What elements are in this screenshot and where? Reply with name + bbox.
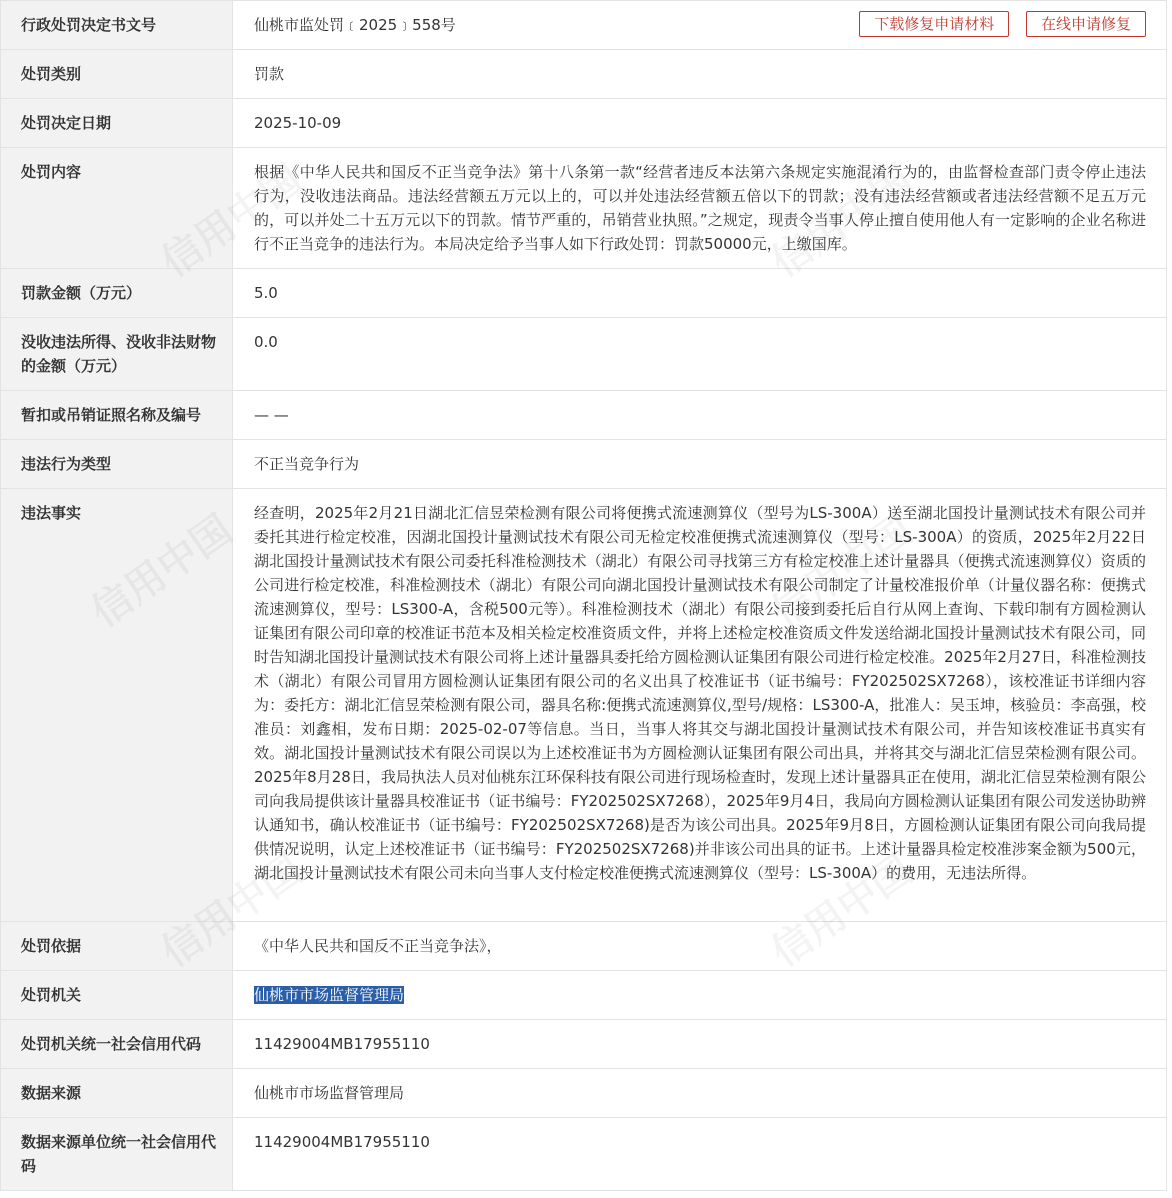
row-violation-facts <box>1 489 1167 922</box>
label-decision-date: 处罚决定日期 <box>1 99 233 148</box>
label-confiscated-amount: 没收违法所得、没收非法财物的金额（万元） <box>1 318 233 391</box>
row-confiscated-amount <box>1 318 1167 391</box>
label-penalty-basis: 处罚依据 <box>1 922 233 971</box>
label-authority: 处罚机关 <box>1 971 233 1020</box>
row-fine-amount <box>1 269 1167 318</box>
value-confiscated-amount: 0.0 <box>233 318 1167 391</box>
value-violation-facts: 经查明，2025年2月21日湖北汇信昱荣检测有限公司将便携式流速测算仪（型号为LS-300A）送至湖北国投计量测试技术有限公司并委托其进行检定校准，因湖北国投计量测试技术有限公司无检定校准便携式流速测算仪（型号：LS-300A）的资质，2025年2月22日湖北国投计量测试技术有限公司委托科准检测技术（湖北）有限公司寻找第三方有检定校准上述计量器具（便携式流速测算仪）资质的公司进行检定校准，科准检测技术（湖北）有限公司向湖北国投计量测试技术有限公司制定了计量校准报价单（计量仪器名称：便携式流速测算仪，型号：LS300-A，含税500元等）。科准检测技术（湖北）有限公司接到委托后自行从网上查询、下载印制有方圆检测认证集团有限公司印章的校准证书范本及相关检定校准资质文件，并将上述检定校准资质文件发送给湖北国投计量测试技术有限公司，同时告知湖北国投计量测试技术有限公司将上述计量器具委托给方圆检测认证集团有限公司进行检定校准。2025年2月27日，科准检测技术（湖北）有限公司冒用方圆检测认证集团有限公司的名义出具了校准证书（证书编号：FY202502SX7268），该校准证书详细内容为：委托方：湖北汇信昱荣检测有限公司，器具名称:便携式流速测算仪,型号/规格：LS300-A，批准人：吴玉坤，核验员：李高强，校准员：刘鑫相，发布日期：2025-02-07等信息。当日，当事人将其交与湖北国投计量测试技术有限公司，并告知该校准证书真实有效。湖北国投计量测试技术有限公司误以为上述校准证书为方圆检测认证集团有限公司出具，并将其交与湖北汇信昱荣检测有限公司。2025年8月28日，我局执法人员对仙桃东江环保科技有限公司进行现场检查时，发现上述计量器具正在使用，湖北汇信昱荣检测有限公司向我局提供该计量器具校准证书（证书编号：FY202502SX7268），2025年9月4日，我局向方圆检测认证集团有限公司发送协助辨认通知书，确认校准证书（证书编号：FY202502SX7268)是否为该公司出具。2025年9月8日，方圆检测认证集团有限公司向我局提供情况说明，认定上述校准证书（证书编号：FY202502SX7268)并非该公司出具的证书。上述计量器具检定校准涉案金额为500元，湖北国投计量测试技术有限公司未向当事人支付检定校准便携式流速测算仪（型号：LS-300A）的费用，无违法所得。 <box>233 489 1167 922</box>
label-penalty-content: 处罚内容 <box>1 148 233 269</box>
value-doc-number: 仙桃市监处罚﹝2025﹞558号 <box>254 16 456 34</box>
row-penalty-content <box>1 148 1167 269</box>
value-authority-cell <box>233 971 1167 1020</box>
row-data-source <box>1 1069 1167 1118</box>
value-authority[interactable]: 仙桃市市场监督管理局 <box>254 986 405 1004</box>
row-license <box>1 391 1167 440</box>
value-fine-amount: 5.0 <box>233 269 1167 318</box>
value-license: — — <box>233 391 1167 440</box>
value-penalty-type: 罚款 <box>233 50 1167 99</box>
value-data-source: 仙桃市市场监督管理局 <box>233 1069 1167 1118</box>
value-authority-code: 11429004MB17955110 <box>233 1020 1167 1069</box>
label-violation-type: 违法行为类型 <box>1 440 233 489</box>
value-doc-number-cell <box>233 1 1167 50</box>
online-repair-button[interactable]: 在线申请修复 <box>1026 11 1146 37</box>
row-authority <box>1 971 1167 1020</box>
row-authority-code <box>1 1020 1167 1069</box>
row-penalty-basis <box>1 922 1167 971</box>
label-license: 暂扣或吊销证照名称及编号 <box>1 391 233 440</box>
row-doc-number <box>1 1 1167 50</box>
download-repair-materials-button[interactable]: 下载修复申请材料 <box>859 11 1009 37</box>
row-decision-date <box>1 99 1167 148</box>
label-data-source: 数据来源 <box>1 1069 233 1118</box>
label-data-source-code: 数据来源单位统一社会信用代码 <box>1 1118 233 1191</box>
label-doc-number: 行政处罚决定书文号 <box>1 1 233 50</box>
value-decision-date: 2025-10-09 <box>233 99 1167 148</box>
label-authority-code: 处罚机关统一社会信用代码 <box>1 1020 233 1069</box>
value-penalty-basis: 《中华人民共和国反不正当竞争法》， <box>233 922 1167 971</box>
row-penalty-type <box>1 50 1167 99</box>
label-fine-amount: 罚款金额（万元） <box>1 269 233 318</box>
label-violation-facts: 违法事实 <box>1 489 233 922</box>
label-penalty-type: 处罚类别 <box>1 50 233 99</box>
value-penalty-content: 根据《中华人民共和国反不正当竞争法》第十八条第一款“经营者违反本法第六条规定实施混淆行为的，由监督检查部门责令停止违法行为，没收违法商品。违法经营额五万元以上的，可以并处违法经营额五倍以下的罚款；没有违法经营额或者违法经营额不足五万元的，可以并处二十五万元以下的罚款。情节严重的，吊销营业执照。”之规定，现责令当事人停止擅自使用他人有一定影响的企业名称进行不正当竞争的违法行为。本局决定给予当事人如下行政处罚：罚款50000元，上缴国库。 <box>233 148 1167 269</box>
value-data-source-code: 11429004MB17955110 <box>233 1118 1167 1191</box>
row-data-source-code <box>1 1118 1167 1191</box>
repair-buttons <box>847 11 1146 37</box>
value-violation-type: 不正当竞争行为 <box>233 440 1167 489</box>
row-violation-type <box>1 440 1167 489</box>
